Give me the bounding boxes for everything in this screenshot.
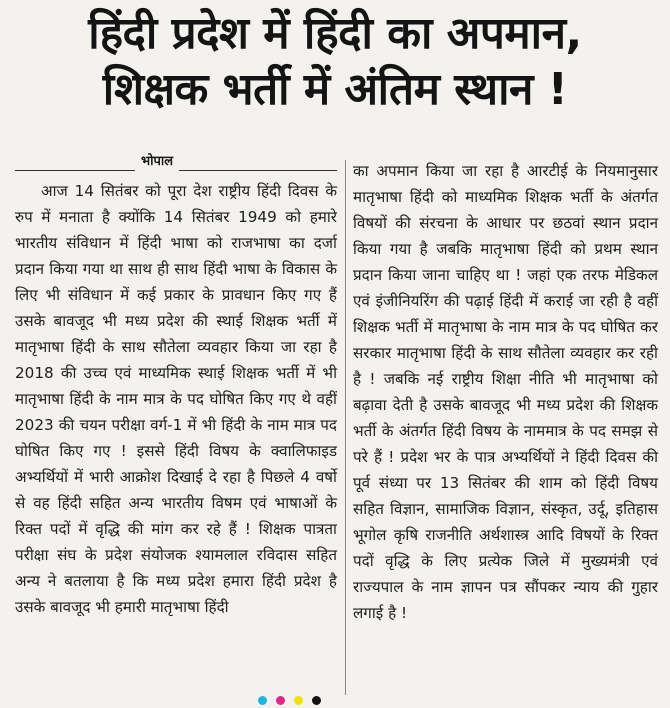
registration-mark-black	[312, 696, 321, 705]
registration-mark-yellow	[294, 696, 303, 705]
headline	[0, 6, 670, 118]
article-column-left	[15, 158, 337, 620]
registration-mark-magenta	[276, 696, 285, 705]
article-text-left: आज 14 सितंबर को पूरा देश राष्ट्रीय हिंदी दिवस के रुप में मनाता है क्योंकि 14 सितंबर 1949 को हमारे भारतीय संविधान में हिंदी भाषा को राजभाषा का दर्जा प्रदान किया गया था साथ ही साथ हिंदी भाषा के विकास के लिए भी संविधान में कई प्रकार के प्रावधान किए गए हैं उसके बावजूद भी मध्य प्रदेश की स्थाई शिक्षक भर्ती में मातृभाषा हिंदी के साथ सौतेला व्यवहार किया जा रहा है 2018 की उच्च एवं माध्यमिक स्थाई शिक्षक भर्ती में भी मातृभाषा हिंदी के नाम मात्र के पद घोषित किए गए थे वहीं 2023 की चयन परीक्षा वर्ग-1 में भी हिंदी के नाम मात्र पद घोषित किए गए ! इससे हिंदी विषय के क्वालिफाइड अभ्यर्थियों में भारी आक्रोश दिखाई दे रहा है पिछले 4 वर्षो से वह हिंदी सहित अन्य भारतीय विषम एवं भाषाओं के रिक्त पदों में वृद्धि की मांग कर रहे हैं ! शिक्षक पात्रता परीक्षा संघ के प्रदेश संयोजक श्यामलाल रविदास सहित अन्य ने बतलाया है कि मध्य प्रदेश हमारा हिंदी प्रदेश है उसके बावजूद भी हमारी मातृभाषा हिंदी	[15, 182, 337, 616]
column-divider	[345, 160, 346, 695]
article-text-right: का अपमान किया जा रहा है आरटीई के नियमानुसार मातृभाषा हिंदी को माध्यमिक शिक्षक भर्ती के अंतर्गत विषयों की संरचना के आधार पर छठवां स्थान प्रदान किया गया है जबकि मातृभाषा हिंदी को प्रथम स्थान प्रदान किया जाना चाहिए था ! जहां एक तरफ मेडिकल एवं इंजीनियरिंग की पढ़ाई हिंदी में कराई जा रही है वहीं शिक्षक भर्ती में मातृभाषा के नाम मात्र के पद घोषित कर सरकार मातृभाषा हिंदी के साथ सौतेला व्यवहार कर रही है ! जबकि नई राष्ट्रीय शिक्षा नीति भी मातृभाषा को बढ़ावा देती है उसके बावजूद भी मध्य प्रदेश की शिक्षक भर्ती के अंतर्गत हिंदी विषय के नाममात्र के पद समझ से परे हैं ! प्रदेश भर के पात्र अभ्यर्थियों ने हिंदी दिवस की पूर्व संध्या पर 13 सितंबर की शाम को हिंदी विषय सहित विज्ञान, सामाजिक विज्ञान, संस्कृत, उर्दू, इतिहास भूगोल कृषि राजनीति अर्थशास्त्र आदि विषयों के रिक्त पदों वृद्धि के लिए प्रत्येक जिले में मुख्यमंत्री एवं राज्यपाल के नाम ज्ञापन पत्र सौंपकर न्याय की गुहार लगाई है !	[353, 162, 658, 622]
article-column-right	[353, 158, 658, 626]
dateline: भोपाल	[135, 152, 179, 172]
headline-line-1: हिंदी प्रदेश में हिंदी का अपमान,	[88, 8, 582, 59]
headline-line-2: शिक्षक भर्ती में अंतिम स्थान !	[102, 64, 568, 115]
registration-mark-cyan	[258, 696, 267, 705]
